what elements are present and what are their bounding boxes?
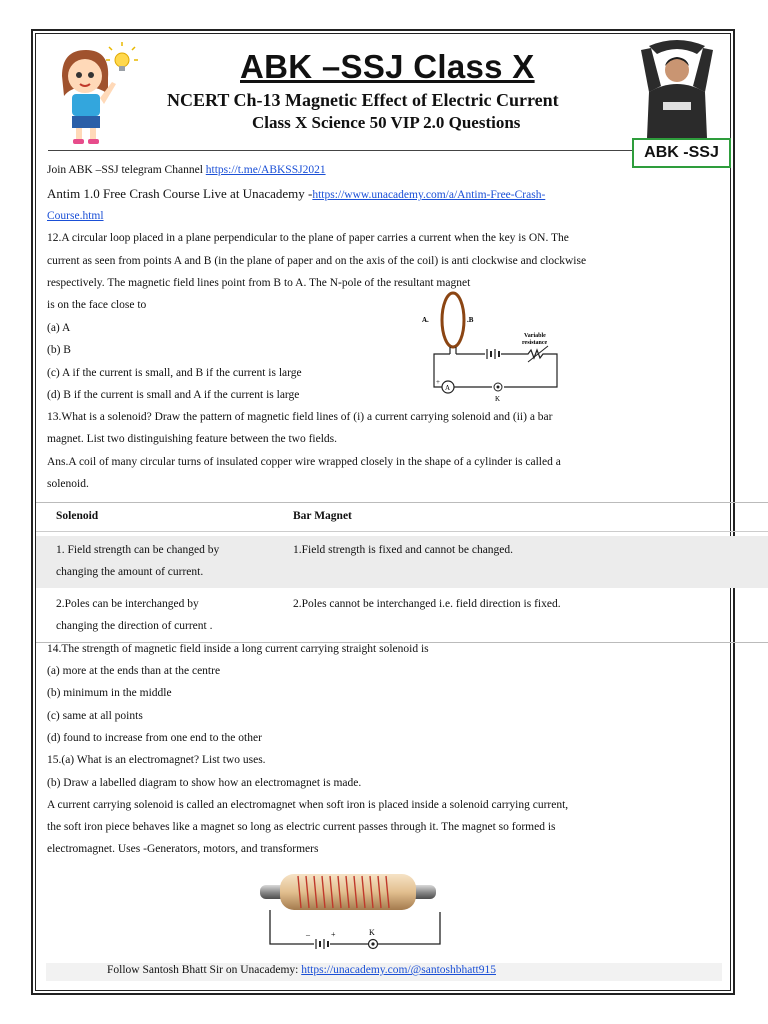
q15-answer-3: electromagnet. Uses -Generators, motors, and transformers [47, 843, 319, 855]
q14-option-d: (d) found to increase from one end to the other [47, 732, 262, 744]
table-cell-bar-magnet: 2.Poles cannot be interchanged i.e. field direction is fixed. [293, 598, 561, 610]
battery-minus-label: – [306, 930, 310, 939]
series-subtitle: Class X Science 50 VIP 2.0 Questions [252, 113, 521, 132]
key-label: K [369, 928, 375, 937]
q14-option-b: (b) minimum in the middle [47, 687, 172, 699]
q12-line-3: respectively. The magnetic field lines point from B to A. The N-pole of the resultant magnet [47, 277, 471, 289]
table-header-solenoid: Solenoid [56, 510, 99, 522]
q15-line-1: 15.(a) What is an electromagnet? List two uses. [47, 754, 266, 766]
q13-answer-1: Ans.A coil of many circular turns of insulated copper wire wrapped closely in the shape of a cylinder is called a [47, 456, 561, 468]
diagram-resistance-label: resistance [522, 340, 548, 346]
diagram-label-a: A. [422, 316, 429, 324]
page-title: ABK –SSJ Class X [240, 48, 535, 85]
q15-answer-1: A current carrying solenoid is called an electromagnet when soft iron is placed inside a solenoid carrying current, [47, 799, 569, 811]
q12-option-d: (d) B if the current is small and A if the current is large [47, 389, 300, 401]
electromagnet-diagram [258, 868, 448, 953]
table-header-row [36, 502, 768, 532]
q12-line-1: 12.A circular loop placed in a plane perpendicular to the plane of paper carries a current when the key is ON. The [47, 232, 569, 244]
table-header-bar-magnet: Bar Magnet [293, 510, 352, 522]
antim-link-part2[interactable]: Course.html [47, 210, 104, 222]
circular-loop-circuit-diagram [420, 290, 565, 405]
cell-line: changing the amount of current. [56, 566, 204, 578]
telegram-link[interactable]: https://t.me/ABKSSJ2021 [205, 164, 326, 176]
q13-line-2: magnet. List two distinguishing feature between the two fields. [47, 433, 337, 445]
table-cell-solenoid [56, 593, 276, 637]
brand-badge: ABK -SSJ [632, 138, 731, 168]
unacademy-profile-link[interactable]: https://unacademy.com/@santoshbhatt915 [301, 964, 496, 976]
telegram-text: Join ABK –SSJ telegram Channel [47, 164, 206, 176]
antim-text: Antim 1.0 Free Crash Course Live at Unacademy - [47, 186, 313, 201]
footer [107, 964, 496, 976]
ammeter-label: A [445, 384, 451, 392]
table-row [36, 536, 768, 588]
cell-line: changing the direction of current . [56, 620, 213, 632]
battery-plus-label: + [331, 930, 336, 939]
q15-line-2: (b) Draw a labelled diagram to show how an electromagnet is made. [47, 777, 362, 789]
ammeter-plus: + [436, 378, 440, 386]
q12-line-2: current as seen from points A and B (in the plane of paper and on the axis of the coil) is anti clockwise and clockwise [47, 255, 587, 267]
table-cell-bar-magnet: 1.Field strength is fixed and cannot be changed. [293, 544, 514, 556]
q13-answer-2: solenoid. [47, 478, 89, 490]
comparison-table [36, 502, 768, 645]
q12-option-a: (a) A [47, 322, 71, 334]
q12-line-4: is on the face close to [47, 299, 147, 311]
q14-option-a: (a) more at the ends than at the centre [47, 665, 221, 677]
q14-option-c: (c) same at all points [47, 710, 143, 722]
antim-link-part1[interactable]: https://www.unacademy.com/a/Antim-Free-Crash- [312, 189, 546, 201]
chapter-subtitle: NCERT Ch-13 Magnetic Effect of Electric Current [167, 90, 559, 110]
antim-line-2 [47, 210, 104, 222]
girl-with-lightbulb-illustration [48, 42, 138, 146]
cell-line: 2.Poles can be interchanged by [56, 598, 199, 610]
q14-line-1: 14.The strength of magnetic field inside a long current carrying straight solenoid is [47, 643, 429, 655]
diagram-label-b: .B [467, 316, 474, 324]
footer-text: Follow Santosh Bhatt Sir on Unacademy: [107, 964, 302, 976]
q12-option-b: (b) B [47, 344, 71, 356]
key-label: K [495, 395, 501, 403]
cell-line: 1. Field strength can be changed by [56, 544, 220, 556]
telegram-line [47, 164, 326, 176]
antim-line [47, 186, 545, 202]
table-cell-solenoid [56, 539, 276, 583]
q15-answer-2: the soft iron piece behaves like a magnet so long as electric current passes through it. The magnet so formed is [47, 821, 556, 833]
q12-option-c: (c) A if the current is small, and B if the current is large [47, 367, 302, 379]
q13-line-1: 13.What is a solenoid? Draw the pattern of magnetic field lines of (i) a current carrying solenoid and (ii) a bar [47, 411, 553, 423]
header-divider [48, 150, 636, 151]
teacher-photo [637, 40, 717, 138]
diagram-variable-label: Variable [524, 333, 546, 339]
table-row [36, 590, 768, 643]
